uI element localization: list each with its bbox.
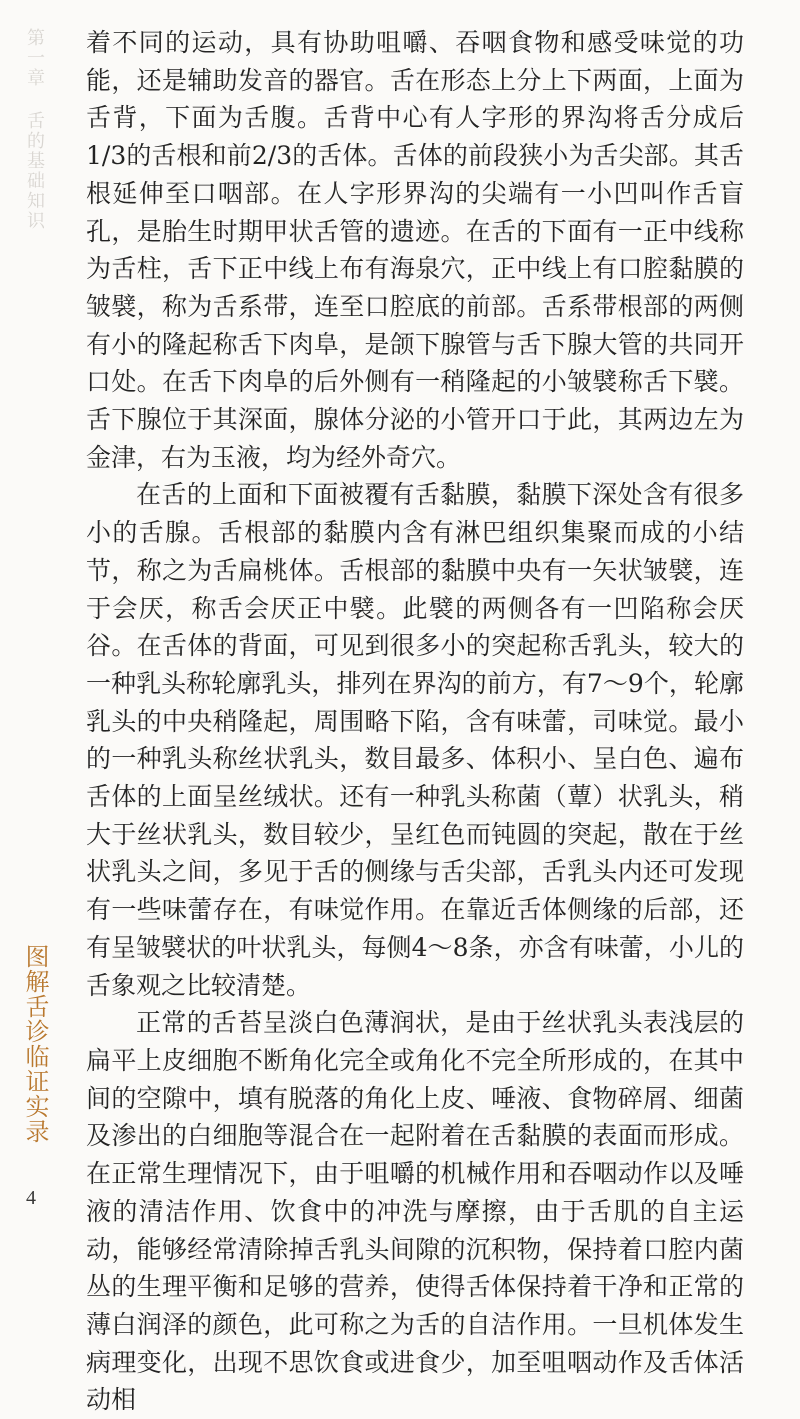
page-number: 4 bbox=[26, 1187, 36, 1209]
paragraph-1: 着不同的运动，具有协助咀嚼、吞咽食物和感受味觉的功能，还是辅助发音的器官。舌在形态上分上下两面，上面为舌背，下面为舌腹。舌背中心有人字形的界沟将舌分成后1/3的舌根和前2/3的舌体。舌体的前段狭小为舌尖部。其舌根延伸至口咽部。在人字形界沟的尖端有一小凹叫作舌盲孔，是胎生时期甲状舌管的遗迹。在舌的下面有一正中线称为舌柱，舌下正中线上布有海泉穴，正中线上有口腔黏膜的皱襞，称为舌系带，连至口腔底的前部。舌系带根部的两侧有小的隆起称舌下肉阜，是颌下腺管与舌下腺大管的共同开口处。在舌下肉阜的后外侧有一稍隆起的小皱襞称舌下襞。舌下腺位于其深面，腺体分泌的小管开口于此，其两边左为金津，右为玉液，均为经外奇穴。 bbox=[86, 28, 744, 472]
paragraph-3: 正常的舌苔呈淡白色薄润状，是由于丝状乳头表浅层的扁平上皮细胞不断角化完全或角化不完全所形成的，在其中间的空隙中，填有脱落的角化上皮、唾液、食物碎屑、细菌及渗出的白细胞等混合在一起附着在舌黏膜的表面而形成。在正常生理情况下，由于咀嚼的机械作用和吞咽动作以及唾液的清洁作用、饮食中的冲洗与摩擦，由于舌肌的自主运动，能够经常清除掉舌乳头间隙的沉积物，保持着口腔内菌丛的生理平衡和足够的营养，使得舌体保持着干净和正常的薄白润泽的颜色，此可称之为舌的自洁作用。一旦机体发生病理变化，出现不思饮食或进食少，加至咀咽动作及舌体活动相 bbox=[86, 1008, 744, 1415]
book-title: 图解舌诊临证实录 bbox=[21, 944, 49, 1144]
paragraph-2: 在舌的上面和下面被覆有舌黏膜，黏膜下深处含有很多小的舌腺。舌根部的黏膜内含有淋巴组织集聚而成的小结节，称之为舌扁桃体。舌根部的黏膜中央有一矢状皱襞，连于会厌，称舌会厌正中襞。此襞的两侧各有一凹陷称会厌谷。在舌体的背面，可见到很多小的突起称舌乳头，较大的一种乳头称轮廓乳头，排列在界沟的前方，有7～9个，轮廓乳头的中央稍隆起，周围略下陷，含有味蕾，司味觉。最小的一种乳头称丝状乳头，数目最多、体积小、呈白色、遍布舌体的上面呈丝绒状。还有一种乳头称菌（蕈）状乳头，稍大于丝状乳头，数目较少，呈红色而钝圆的突起，散在于丝状乳头之间，多见于舌的侧缘与舌尖部，舌乳头内还可发现有一些味蕾存在，有味觉作用。在靠近舌体侧缘的后部，还有呈皱襞状的叶状乳头，每侧4～8条，亦含有味蕾，小儿的舌象观之比较清楚。 bbox=[86, 480, 744, 1000]
body-text bbox=[86, 24, 744, 1419]
chapter-header: 第一章 舌的基础知识 bbox=[24, 28, 45, 231]
